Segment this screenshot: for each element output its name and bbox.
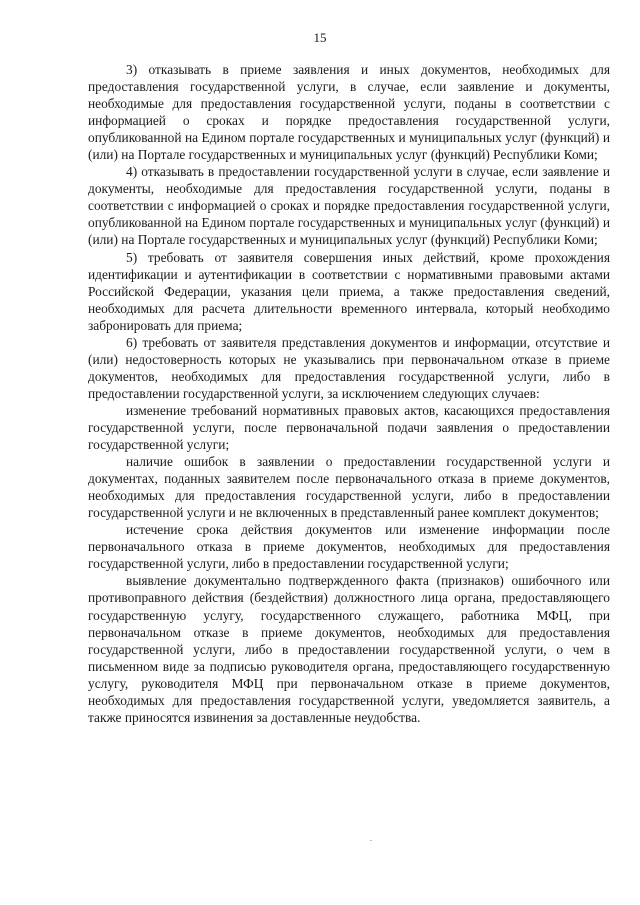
exception-requirements-change: изменение требований нормативных правовых актов, касающихся предоставления государственной услуги, после первоначальной подачи заявления о предоставлении государственной услуги; xyxy=(88,402,610,453)
page-number: 15 xyxy=(313,30,327,45)
scan-speck xyxy=(370,840,372,841)
paragraph-item-3: 3) отказывать в приеме заявления и иных документов, необходимых для предоставления государственной услуги, в случае, если заявление и документы, необходимые для предоставления государственной услуги, поданы в соответствии с информацией о сроках и порядке предоставления государственной услуги, опубликованной на Едином портале государственных и муниципальных услуг (функций) и (или) на Портале государственных и муниципальных услуг (функций) Республики Коми; xyxy=(88,62,610,163)
paragraph-item-4: 4) отказывать в предоставлении государственной услуги в случае, если заявление и документы, необходимые для предоставления государственной услуги, поданы в соответствии с информацией о сроках и порядке предоставления государственной услуги, опубликованной на Едином портале государственных и муниципальных услуг (функций) и (или) на Портале государственных и муниципальных услуг (функций) Республики Коми; xyxy=(88,164,610,248)
paragraph-item-6: 6) требовать от заявителя представления документов и информации, отсутствие и (или) недостоверность которых не указывались при первоначальном отказе в приеме документов, необходимых для предоставления государственной услуги, либо в предоставлении государственной услуги, за исключением следующих случаев: xyxy=(88,334,610,401)
exception-official-misconduct: выявление документально подтвержденного факта (признаков) ошибочного или противоправного действия (бездействия) должностного лица органа, предоставляющего государственную услугу, государственного служащего, работника МФЦ, при первоначальном отказе в приеме документов, необходимых для предоставления государственной услуги, либо в предоставлении государственной услуги, о чем в письменном виде за подписью руководителя органа, предоставляющего государственную услугу, руководителя МФЦ при первоначальном отказе в приеме документов, необходимых для предоставления государственной услуги, уведомляется заявитель, а также приносятся извинения за доставленные неудобства. xyxy=(88,573,610,725)
exception-errors-in-application: наличие ошибок в заявлении о предоставлении государственной услуги и документах, поданных заявителем после первоначального отказа в приеме документов, необходимых для предоставления государственной услуги, либо в предоставлении государственной услуги и не включенных в представленный ранее комплект документов; xyxy=(88,454,610,521)
exception-documents-expiry: истечение срока действия документов или изменение информации после первоначального отказа в приеме документов, необходимых для предоставления государственной услуги, либо в предоставлении государственной услуги; xyxy=(88,522,610,572)
document-body xyxy=(88,61,610,726)
paragraph-item-5: 5) требовать от заявителя совершения иных действий, кроме прохождения идентификации и аутентификации в соответствии с нормативными правовыми актами Российской Федерации, указания цели приема, а также предоставления сведений, необходимых для расчета длительности временного интервала, который необходимо забронировать для приема; xyxy=(88,249,610,333)
